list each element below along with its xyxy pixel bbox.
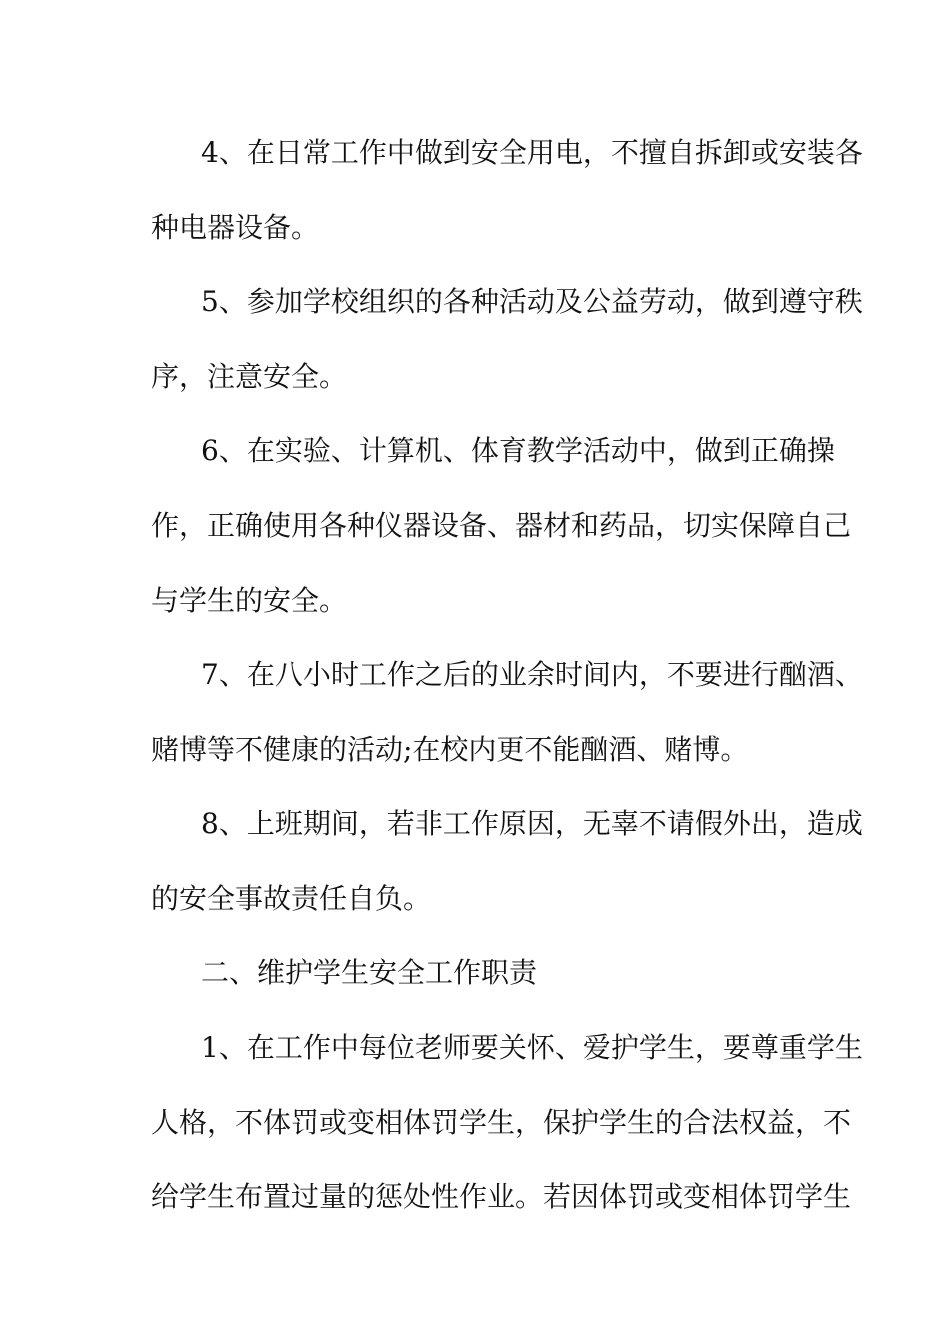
paragraph-7-line-2: 赌博等不健康的活动;在校内更不能酗酒、赌博。 bbox=[151, 733, 749, 766]
paragraph-5-line-2: 序，注意安全。 bbox=[151, 360, 348, 393]
paragraph-1-line-1: 1、在工作中每位老师要关怀、爱护学生，要尊重学生 bbox=[201, 1031, 863, 1064]
section-heading: 二、维护学生安全工作职责 bbox=[201, 956, 538, 989]
paragraph-1-line-2: 人格，不体罚或变相体罚学生，保护学生的合法权益，不 bbox=[151, 1106, 852, 1139]
paragraph-6-line-1: 6、在实验、计算机、体育教学活动中，做到正确操 bbox=[201, 434, 835, 467]
paragraph-4-line-1: 4、在日常工作中做到安全用电，不擅自拆卸或安装各 bbox=[201, 136, 863, 169]
paragraph-5-line-1: 5、参加学校组织的各种活动及公益劳动，做到遵守秩 bbox=[201, 285, 863, 318]
paragraph-8-line-1: 8、上班期间，若非工作原因，无辜不请假外出，造成 bbox=[201, 807, 863, 840]
paragraph-4-line-2: 种电器设备。 bbox=[151, 211, 320, 244]
paragraph-6-line-3: 与学生的安全。 bbox=[151, 584, 348, 617]
paragraph-7-line-1: 7、在八小时工作之后的业余时间内，不要进行酗酒、 bbox=[201, 658, 863, 691]
paragraph-8-line-2: 的安全事故责任自负。 bbox=[151, 882, 432, 915]
paragraph-6-line-2: 作，正确使用各种仪器设备、器材和药品，切实保障自己 bbox=[151, 509, 852, 542]
paragraph-1-line-3: 给学生布置过量的惩处性作业。若因体罚或变相体罚学生 bbox=[151, 1180, 852, 1213]
